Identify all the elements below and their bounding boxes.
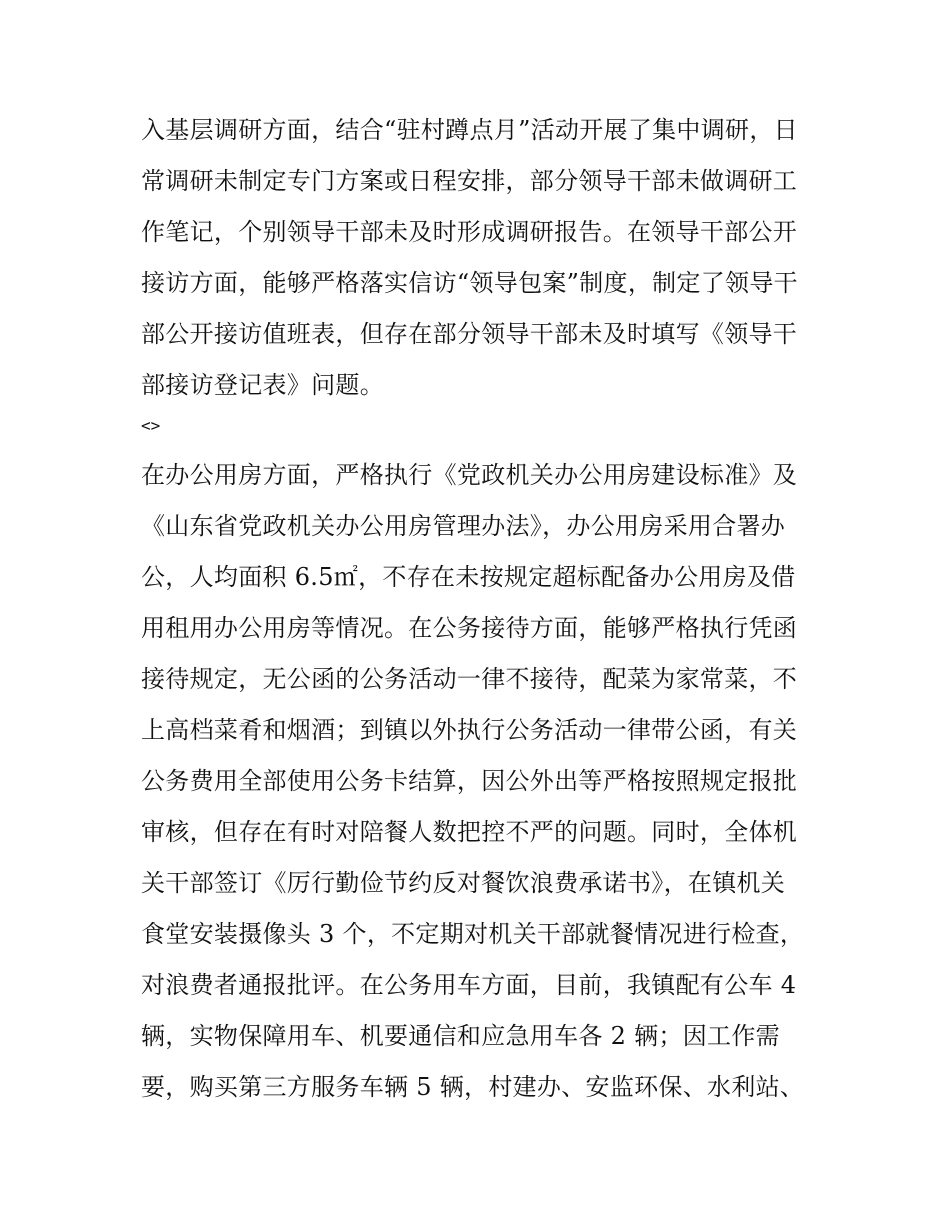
text-line: 用租用办公用房等情况。在公务接待方面，能够严格执行凭函 [141, 614, 798, 642]
section-separator: <> [141, 416, 161, 435]
paragraph-research-and-visits [141, 105, 821, 411]
text-line: 公务费用全部使用公务卡结算，因公外出等严格按照规定报批 [141, 767, 798, 795]
text-line: 在办公用房方面，严格执行《党政机关办公用房建设标准》及 [141, 461, 798, 489]
text-line: 入基层调研方面，结合“驻村蹲点月”活动开展了集中调研，日 [141, 116, 798, 144]
text-line: 部接访登记表》问题。 [141, 371, 384, 399]
text-line: 要，购买第三方服务车辆 5 辆，村建办、安监环保、水利站、 [141, 1073, 805, 1101]
paragraph-office-reception-vehicles [141, 450, 821, 1113]
text-line: 常调研未制定专门方案或日程安排，部分领导干部未做调研工 [141, 167, 798, 195]
text-line: 接待规定，无公函的公务活动一律不接待，配菜为家常菜，不 [141, 665, 798, 693]
text-line: 接访方面，能够严格落实信访“领导包案”制度，制定了领导干 [141, 269, 798, 297]
text-line: 部公开接访值班表，但存在部分领导干部未及时填写《领导干 [141, 320, 798, 348]
text-line: 对浪费者通报批评。在公务用车方面，目前，我镇配有公车 4 [141, 971, 797, 999]
text-line: 食堂安装摄像头 3 个，不定期对机关干部就餐情况进行检查， [141, 920, 805, 948]
text-line: 审核，但存在有时对陪餐人数把控不严的问题。同时，全体机 [141, 818, 798, 846]
text-line: 关干部签订《厉行勤俭节约反对餐饮浪费承诺书》，在镇机关 [141, 869, 786, 897]
text-line: 上高档菜肴和烟酒；到镇以外执行公务活动一律带公函，有关 [141, 716, 798, 744]
text-line: 辆，实物保障用车、机要通信和应急用车各 2 辆；因工作需 [141, 1022, 780, 1050]
text-line: 作笔记，个别领导干部未及时形成调研报告。在领导干部公开 [141, 218, 798, 246]
text-line: 公，人均面积 6.5㎡，不存在未按规定超标配备办公用房及借 [141, 563, 796, 591]
text-line: 《山东省党政机关办公用房管理办法》，办公用房采用合署办 [141, 512, 786, 540]
